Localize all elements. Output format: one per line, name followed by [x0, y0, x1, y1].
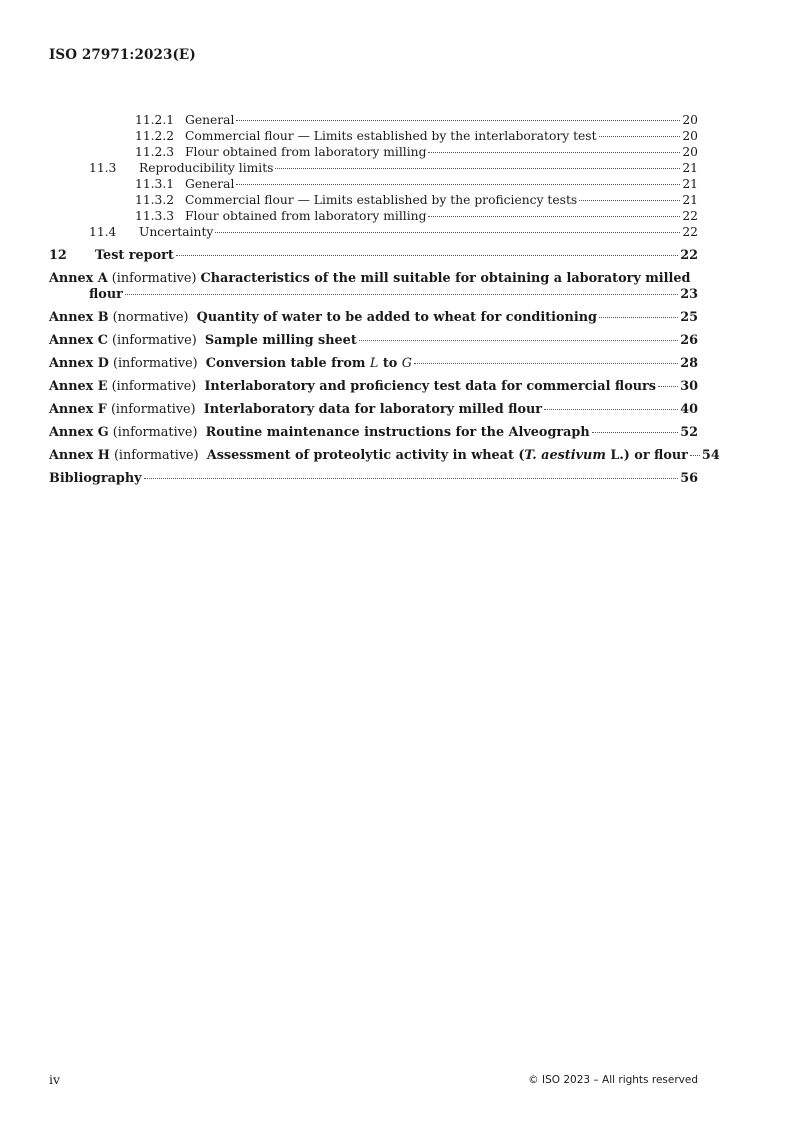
- annex-kind: (informative): [110, 402, 196, 417]
- dot-leader: [236, 120, 680, 121]
- toc-title: Bibliography: [49, 471, 142, 486]
- toc-page: 21: [682, 193, 698, 207]
- toc-number: 11.2.3: [135, 145, 175, 159]
- toc-entry-annex-d[interactable]: [49, 356, 698, 372]
- annex-title: Characteristics of the mill suitable for obtaining a laboratory milled: [200, 271, 691, 286]
- toc-entry-bibliography[interactable]: [49, 471, 698, 487]
- dot-leader: [359, 340, 678, 341]
- toc-entry-annex-b[interactable]: [49, 310, 698, 326]
- toc-entry-11-2-2[interactable]: [49, 128, 698, 144]
- toc-title: Commercial flour — Limits established by the proficiency tests: [185, 193, 578, 207]
- toc-page: 22: [682, 225, 698, 239]
- annex-title: Quantity of water to be added to wheat for conditioning: [196, 310, 597, 325]
- toc-entry-11-3-3[interactable]: [49, 208, 698, 224]
- toc-page: 20: [682, 145, 698, 159]
- annex-label: Annex C: [49, 333, 108, 348]
- toc-page: 26: [680, 333, 698, 348]
- dot-leader: [176, 255, 678, 256]
- toc-page: 23: [680, 287, 698, 302]
- toc-number: 12: [49, 248, 67, 263]
- toc-title: Test report: [95, 248, 174, 263]
- toc-number: 11.4: [89, 225, 117, 239]
- annex-label: Annex F: [49, 402, 107, 417]
- dot-leader: [599, 317, 678, 318]
- dot-leader: [414, 363, 678, 364]
- annex-label: Annex B: [49, 310, 109, 325]
- toc-number: 11.3.1: [135, 177, 175, 191]
- annex-label: Annex E: [49, 379, 108, 394]
- annex-kind: (informative): [111, 379, 197, 394]
- toc-page: 22: [680, 248, 698, 263]
- toc-page: 40: [680, 402, 698, 417]
- table-of-contents: [49, 112, 720, 487]
- toc-title: Reproducibility limits: [139, 161, 274, 175]
- toc-page: 20: [682, 113, 698, 127]
- toc-page: 56: [680, 471, 698, 486]
- toc-title: Flour obtained from laboratory milling: [185, 209, 427, 223]
- annex-title-continued: flour: [89, 287, 123, 302]
- toc-entry-12[interactable]: [49, 248, 698, 264]
- species-name: T. aestivum: [524, 448, 606, 463]
- dot-leader: [125, 294, 678, 295]
- annex-title: Interlaboratory data for laboratory milled flour: [203, 402, 543, 417]
- toc-title: Uncertainty: [139, 225, 214, 239]
- toc-number: 11.3.3: [135, 209, 175, 223]
- annex-label: Annex A: [49, 271, 108, 286]
- toc-entry-annex-c[interactable]: [49, 333, 698, 349]
- annex-title: Interlaboratory and proficiency test data for commercial flours: [204, 379, 656, 394]
- dot-leader: [658, 386, 678, 387]
- variable-g: G: [401, 356, 412, 371]
- toc-page: 21: [682, 177, 698, 191]
- toc-title: General: [185, 177, 235, 191]
- toc-title: General: [185, 113, 235, 127]
- toc-entry-annex-h[interactable]: [49, 448, 720, 464]
- page-number: iv: [49, 1072, 61, 1087]
- toc-page: 54: [701, 448, 720, 463]
- toc-number: 11.3.2: [135, 193, 175, 207]
- toc-title: Flour obtained from laboratory milling: [185, 145, 427, 159]
- toc-entry-annex-f[interactable]: [49, 402, 698, 418]
- toc-entry-11-2-1[interactable]: [49, 112, 698, 128]
- annex-title: Routine maintenance instructions for the Alveograph: [205, 425, 590, 440]
- dot-leader: [215, 232, 680, 233]
- toc-entry-annex-e[interactable]: [49, 379, 698, 395]
- annex-kind: (normative): [112, 310, 189, 325]
- annex-kind: (informative): [112, 356, 198, 371]
- dot-leader: [544, 409, 678, 410]
- toc-number: 11.3: [89, 161, 117, 175]
- toc-entry-11-3-1[interactable]: [49, 176, 698, 192]
- toc-title: Commercial flour — Limits established by the interlaboratory test: [185, 129, 597, 143]
- toc-page: 28: [680, 356, 698, 371]
- toc-page: 21: [682, 161, 698, 175]
- dot-leader: [579, 200, 680, 201]
- annex-kind: (informative): [112, 425, 198, 440]
- toc-entry-11-3-2[interactable]: [49, 192, 698, 208]
- copyright-notice: © ISO 2023 – All rights reserved: [528, 1074, 698, 1086]
- annex-title: Conversion table from L to G: [205, 356, 412, 371]
- toc-page: 52: [680, 425, 698, 440]
- dot-leader: [144, 478, 679, 479]
- variable-l: L: [369, 356, 379, 371]
- toc-page: 25: [680, 310, 698, 325]
- annex-kind: (informative): [113, 448, 199, 463]
- toc-page: 20: [682, 129, 698, 143]
- toc-page: 30: [680, 379, 698, 394]
- toc-entry-11-2-3[interactable]: [49, 144, 698, 160]
- annex-label: Annex G: [49, 425, 109, 440]
- toc-entry-11-4[interactable]: [49, 224, 698, 240]
- annex-title: Assessment of proteolytic activity in wheat (T. aestivum L.) or flour: [206, 448, 688, 463]
- dot-leader: [275, 168, 680, 169]
- annex-label: Annex H: [49, 448, 110, 463]
- dot-leader: [690, 455, 700, 456]
- toc-entry-11-3[interactable]: [49, 160, 698, 176]
- annex-label: Annex D: [49, 356, 109, 371]
- toc-entry-annex-a[interactable]: [49, 271, 698, 303]
- toc-number: 11.2.2: [135, 129, 175, 143]
- document-id: ISO 27971:2023(E): [49, 47, 196, 63]
- toc-page: 22: [682, 209, 698, 223]
- annex-kind: (informative): [112, 333, 197, 348]
- annex-kind: (informative): [111, 271, 197, 286]
- dot-leader: [592, 432, 679, 433]
- toc-entry-annex-g[interactable]: [49, 425, 698, 441]
- dot-leader: [599, 136, 681, 137]
- toc-number: 11.2.1: [135, 113, 175, 127]
- dot-leader: [236, 184, 680, 185]
- dot-leader: [428, 216, 680, 217]
- dot-leader: [428, 152, 680, 153]
- annex-title: Sample milling sheet: [204, 333, 357, 348]
